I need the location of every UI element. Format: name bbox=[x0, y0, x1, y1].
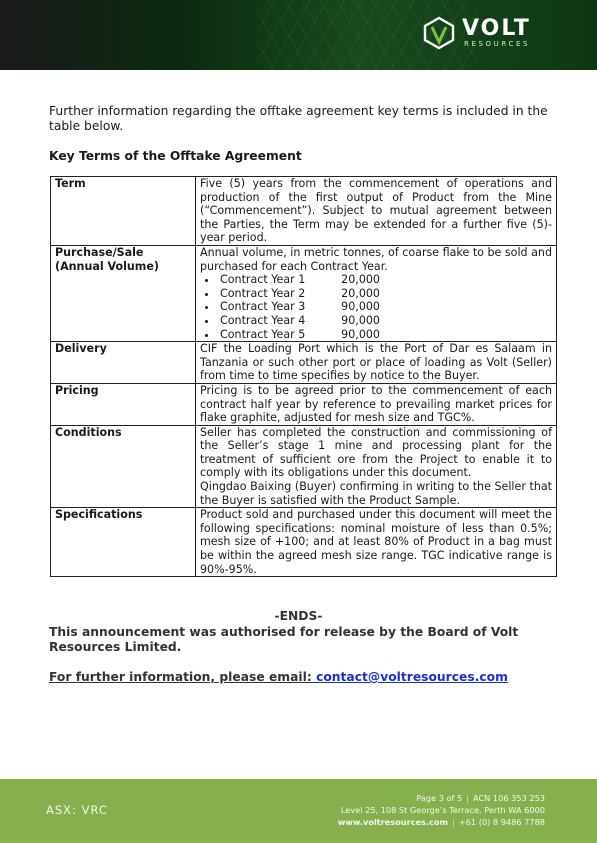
volume-amount: 90,000 bbox=[341, 300, 380, 314]
page-footer bbox=[0, 779, 597, 843]
table-row bbox=[51, 342, 557, 384]
term-label: Term bbox=[51, 177, 196, 246]
asx-code: ASX: VRC bbox=[46, 803, 108, 817]
volume-amount: 20,000 bbox=[341, 273, 380, 287]
term-value: Five (5) years from the commencement of operations and production of the first output of Product from the Mine (“Commencement”). Subject to mutual agreement between the Parties, the Term may be extended for a further five (5)-year period. bbox=[196, 177, 557, 246]
footer-separator: | bbox=[466, 793, 469, 803]
pricing-value: Pricing is to be agreed prior to the commencement of each contract half year by reference to prevailing market prices for flake graphite, adjusted for mesh size and TGC%. bbox=[196, 383, 557, 425]
table-row bbox=[51, 508, 557, 577]
purchase-label: Purchase/Sale (Annual Volume) bbox=[51, 245, 196, 341]
page-header-banner bbox=[0, 0, 597, 70]
conditions-text-seller: Seller has completed the construction and commissioning of the Seller’s stage 1 mine and processing plant for the treatment of sufficient ore from the Project to enable it to comply with its obligations under this document. bbox=[200, 425, 552, 480]
table-row bbox=[51, 425, 557, 508]
volt-logo-mark-icon bbox=[422, 16, 456, 50]
table-row bbox=[51, 245, 557, 341]
volume-amount: 90,000 bbox=[341, 327, 380, 341]
conditions-text-buyer: Qingdao Baixing (Buyer) confirming in writing to the Seller that the Buyer is satisfied with the Product Sample. bbox=[200, 480, 552, 507]
intro-paragraph: Further information regarding the offtake agreement key terms is included in the table below. bbox=[49, 104, 548, 133]
volume-year: • Contract Year 3 bbox=[220, 300, 306, 314]
volume-amount: 90,000 bbox=[341, 313, 380, 327]
section-title: Key Terms of the Offtake Agreement bbox=[49, 149, 302, 163]
purchase-text: Annual volume, in metric tonnes, of coarse flake to be sold and purchased for each Contract Year. bbox=[200, 245, 552, 273]
pricing-label: Pricing bbox=[51, 383, 196, 425]
volume-amount: 20,000 bbox=[341, 286, 380, 300]
volume-year: • Contract Year 5 bbox=[220, 327, 306, 341]
acn-number: ACN 106 353 253 bbox=[473, 793, 545, 803]
volume-year: • Contract Year 1 bbox=[220, 273, 306, 287]
purchase-value bbox=[196, 245, 557, 341]
delivery-value: CIF the Loading Port which is the Port of Dar es Salaam in Tanzania or such other port or place of loading as Volt (Seller) from time to time specifies by notice to the Buyer. bbox=[196, 342, 557, 384]
conditions-label: Conditions bbox=[51, 425, 196, 508]
volume-year: • Contract Year 4 bbox=[220, 313, 306, 327]
specifications-value: Product sold and purchased under this document will meet the following specifications: nominal moisture of less than 0.5%; mesh size of +100; and at least 80% of Product in a bag must be within the agreed mesh size range. TGC indicative range is 90%-95%. bbox=[196, 508, 557, 577]
brand-subtitle: RESOURCES bbox=[464, 40, 531, 48]
list-item bbox=[218, 328, 552, 342]
volume-list bbox=[200, 273, 552, 341]
company-address: Level 25, 108 St George’s Terrace, Perth WA 6000 bbox=[340, 805, 545, 815]
table-row bbox=[51, 177, 557, 246]
footer-separator: | bbox=[452, 817, 455, 827]
key-terms-table bbox=[50, 176, 557, 577]
list-item bbox=[218, 314, 552, 328]
conditions-value bbox=[196, 425, 557, 508]
list-item bbox=[218, 287, 552, 301]
list-item bbox=[218, 300, 552, 314]
delivery-label: Delivery bbox=[51, 342, 196, 384]
list-item bbox=[218, 273, 552, 287]
further-info-line bbox=[49, 670, 508, 685]
website-link[interactable]: www.voltresources.com bbox=[337, 817, 449, 827]
ends-marker: -ENDS- bbox=[274, 609, 323, 623]
further-info-label: For further information, please email: bbox=[49, 670, 317, 684]
footer-contact-block bbox=[338, 792, 545, 828]
specifications-label: Specifications bbox=[51, 508, 196, 577]
phone-number: +61 (0) 8 9486 7788 bbox=[458, 817, 545, 827]
volume-year: • Contract Year 2 bbox=[220, 286, 306, 300]
brand-name: VOLT bbox=[462, 16, 531, 41]
page-number: Page 3 of 5 bbox=[416, 793, 463, 803]
contact-email-link[interactable]: contact@voltresources.com bbox=[316, 670, 508, 684]
authorisation-statement: This announcement was authorised for release by the Board of Volt Resources Limited. bbox=[49, 625, 519, 654]
volt-resources-logo bbox=[422, 16, 552, 52]
table-row bbox=[51, 383, 557, 425]
